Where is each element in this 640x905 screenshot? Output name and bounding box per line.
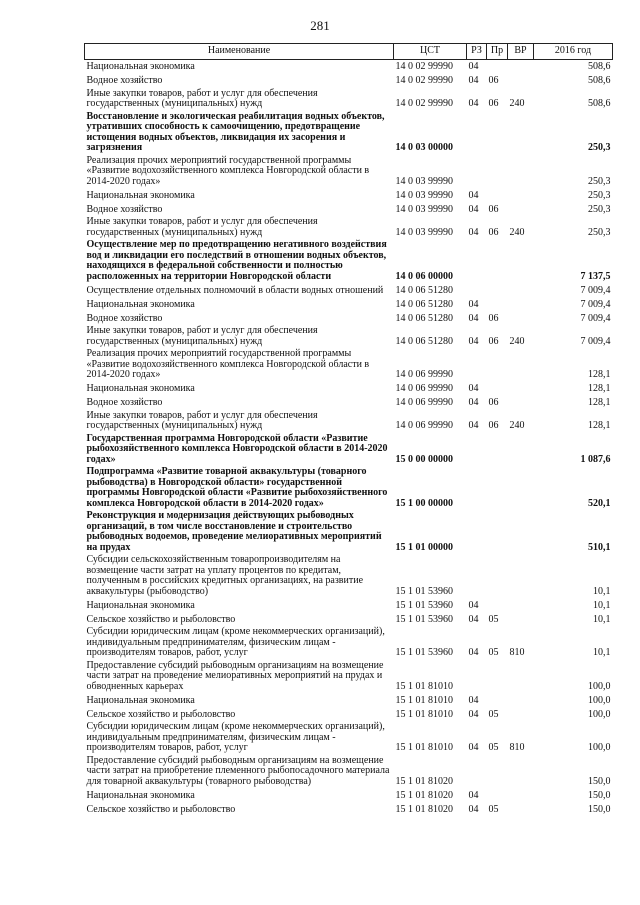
row-vr — [508, 707, 534, 721]
row-value: 128,1 — [588, 397, 611, 408]
row-vr — [508, 111, 534, 155]
row-name: Национальная экономика — [86, 599, 195, 611]
row-name: Сельское хозяйство и рыболовство — [86, 708, 236, 720]
row-rz — [467, 155, 487, 189]
row-pr: 06 — [488, 98, 499, 109]
row-pr — [487, 60, 508, 74]
row-rz — [467, 554, 487, 598]
row-rz: 04 — [468, 789, 479, 801]
row-rz: 04 — [468, 189, 479, 201]
row-pr: 06 — [488, 75, 499, 86]
row-rz: 04 — [468, 647, 479, 658]
row-pr — [487, 510, 508, 554]
row-rz: 04 — [468, 61, 479, 72]
row-cst: 15 1 01 81010 — [395, 680, 453, 692]
row-pr — [487, 554, 508, 598]
row-rz: 04 — [468, 312, 479, 324]
table-row — [85, 612, 613, 626]
row-cst: 14 0 03 00000 — [395, 142, 453, 153]
table-header-row — [85, 44, 613, 60]
row-value: 508,6 — [588, 98, 611, 109]
row-vr: 810 — [509, 647, 525, 658]
row-name: Предоставление субсидий рыбоводным организациям на возмещение части затрат на приобретение племенного рыбопосадочного материала для товарной аквакультуры (товарного рыбоводства) — [86, 754, 390, 787]
table-row — [85, 721, 613, 755]
table-row — [85, 348, 613, 382]
row-cst: 15 1 01 00000 — [395, 541, 453, 553]
row-vr — [508, 510, 534, 554]
table-row — [85, 239, 613, 283]
table-row — [85, 802, 613, 816]
row-pr — [487, 348, 508, 382]
row-name: Реализация прочих мероприятий государственной программы «Развитие водохозяйственного комплекса Новгородской области в 2014-2020 годах» — [86, 348, 370, 380]
row-name: Водное хозяйство — [86, 75, 163, 86]
row-vr — [508, 554, 534, 598]
table-row — [85, 311, 613, 325]
row-pr — [487, 188, 508, 202]
table-row — [85, 410, 613, 433]
row-value: 510,1 — [588, 541, 611, 553]
table-row — [85, 188, 613, 202]
row-name: Осуществление мер по предотвращению негативного воздействия вод и ликвидации его последствий в отношении водных объектов, находящихся в федеральной собственности и полностью расположенных на территории Новгородской области — [86, 239, 387, 282]
row-pr: 06 — [488, 203, 499, 215]
row-value: 150,0 — [588, 789, 611, 801]
row-vr: 810 — [509, 742, 525, 753]
row-vr: 240 — [509, 420, 525, 431]
row-vr — [508, 311, 534, 325]
row-pr — [487, 598, 508, 612]
row-cst: 15 1 01 81020 — [395, 803, 453, 815]
row-name: Восстановление и экологическая реабилитация водных объектов, утративших способность к самоочищению, предотвращение истощения водных объектов, ликвидация их засорения и загрязнения — [86, 110, 385, 153]
row-vr — [508, 283, 534, 297]
row-vr — [508, 755, 534, 789]
row-value: 150,0 — [588, 803, 611, 815]
row-cst: 14 0 06 51280 — [395, 298, 453, 310]
row-rz: 04 — [468, 708, 479, 720]
row-value: 10,1 — [593, 585, 611, 597]
table-row — [85, 660, 613, 694]
table-row — [85, 707, 613, 721]
row-cst: 15 1 01 81010 — [395, 694, 453, 706]
row-cst: 14 0 03 99990 — [395, 203, 453, 215]
row-value: 7 009,4 — [580, 284, 611, 296]
row-rz: 04 — [468, 226, 479, 238]
row-value: 10,1 — [593, 647, 611, 658]
row-value: 7 009,4 — [580, 312, 611, 324]
row-value: 7 137,5 — [580, 270, 611, 282]
row-vr: 240 — [509, 98, 525, 109]
row-rz: 04 — [468, 397, 479, 408]
table-row — [85, 382, 613, 396]
row-rz — [467, 239, 487, 283]
row-name: Субсидии юридическим лицам (кроме некоммерческих организаций), индивидуальным предпринимателям, физическим лицам - производителям товаров, работ, услуг — [86, 721, 385, 753]
row-pr: 06 — [488, 335, 499, 347]
row-pr — [487, 788, 508, 802]
row-vr — [508, 466, 534, 510]
row-pr: 05 — [488, 742, 499, 753]
row-pr — [487, 239, 508, 283]
row-value: 100,0 — [588, 694, 611, 706]
table-row — [85, 510, 613, 554]
row-value: 128,1 — [588, 369, 611, 380]
row-rz — [467, 510, 487, 554]
row-cst: 14 0 06 51280 — [395, 335, 453, 347]
table-row — [85, 74, 613, 88]
row-rz: 04 — [468, 298, 479, 310]
row-name: Водное хозяйство — [86, 397, 163, 408]
row-pr — [487, 297, 508, 311]
header-cst: ЦСТ — [394, 44, 467, 60]
row-value: 508,6 — [588, 75, 611, 86]
row-name: Реконструкция и модернизация действующих рыбоводных организаций, в том числе восстановление и строительство рыбоводных водоемов, проведение мелиоративных мероприятий на прудах — [86, 510, 382, 553]
row-cst: 14 0 06 99990 — [395, 420, 453, 431]
row-name: Государственная программа Новгородской области «Развитие рыбохозяйственного комплекса Новгородской области в 2014-2020 годах» — [86, 432, 388, 465]
row-name: Иные закупки товаров, работ и услуг для обеспечения государственных (муниципальных) нужд — [86, 409, 318, 431]
row-name: Водное хозяйство — [86, 203, 163, 215]
row-cst: 14 0 02 99990 — [395, 61, 453, 72]
row-name: Национальная экономика — [86, 298, 195, 310]
row-cst: 15 1 00 00000 — [395, 497, 453, 509]
row-rz — [467, 111, 487, 155]
table-row — [85, 554, 613, 598]
row-rz — [467, 283, 487, 297]
row-pr — [487, 111, 508, 155]
row-value: 250,3 — [588, 226, 611, 238]
row-value: 250,3 — [588, 175, 611, 187]
header-rz: РЗ — [467, 44, 487, 60]
budget-table — [84, 43, 613, 816]
row-rz — [467, 755, 487, 789]
row-cst: 14 0 06 00000 — [395, 270, 453, 282]
table-row — [85, 111, 613, 155]
row-pr — [487, 755, 508, 789]
row-rz — [467, 466, 487, 510]
row-rz: 04 — [468, 599, 479, 611]
table-row — [85, 283, 613, 297]
row-cst: 14 0 03 99990 — [395, 226, 453, 238]
table-row — [85, 60, 613, 74]
row-pr: 05 — [488, 647, 499, 658]
row-vr — [508, 598, 534, 612]
row-vr — [508, 188, 534, 202]
row-pr: 05 — [488, 708, 499, 720]
row-name: Субсидии сельскохозяйственным товаропроизводителям на возмещение части затрат на уплату процентов по кредитам, полученным в российских кредитных организациях, на развитие аквакультуры (рыбоводство) — [86, 554, 364, 597]
row-name: Национальная экономика — [86, 789, 195, 801]
row-rz — [467, 348, 487, 382]
row-name: Субсидии юридическим лицам (кроме некоммерческих организаций), индивидуальным предпринимателям, физическим лицам - производителям товаров, работ, услуг — [86, 626, 385, 658]
header-year: 2016 год — [534, 44, 613, 60]
row-cst: 15 1 01 53960 — [395, 585, 453, 597]
header-vr: ВР — [508, 44, 534, 60]
row-value: 128,1 — [588, 420, 611, 431]
row-value: 100,0 — [588, 708, 611, 720]
row-vr — [508, 60, 534, 74]
row-cst: 14 0 03 99990 — [395, 189, 453, 201]
row-cst: 15 1 01 81020 — [395, 775, 453, 787]
row-vr — [508, 382, 534, 396]
row-vr — [508, 297, 534, 311]
row-pr — [487, 283, 508, 297]
row-cst: 15 1 01 81010 — [395, 742, 453, 753]
row-rz: 04 — [468, 203, 479, 215]
row-value: 250,3 — [588, 142, 611, 153]
row-value: 7 009,4 — [580, 335, 611, 347]
row-rz: 04 — [468, 613, 479, 625]
row-value: 10,1 — [593, 599, 611, 611]
row-pr — [487, 466, 508, 510]
table-row — [85, 433, 613, 467]
row-pr: 05 — [488, 803, 499, 815]
row-rz: 04 — [468, 383, 479, 394]
row-pr: 06 — [488, 420, 499, 431]
row-pr — [487, 660, 508, 694]
row-pr — [487, 693, 508, 707]
table-row — [85, 88, 613, 111]
row-cst: 15 1 01 53960 — [395, 599, 453, 611]
row-rz: 04 — [468, 335, 479, 347]
row-pr: 06 — [488, 397, 499, 408]
table-row — [85, 598, 613, 612]
row-vr — [508, 74, 534, 88]
row-name: Сельское хозяйство и рыболовство — [86, 613, 236, 625]
row-name: Предоставление субсидий рыбоводным организациям на возмещение части затрат на проведение мелиоративных мероприятий на прудах и обводненных карьерах — [86, 659, 384, 692]
row-value: 100,0 — [588, 742, 611, 753]
row-vr: 240 — [509, 226, 525, 238]
table-row — [85, 626, 613, 660]
row-rz: 04 — [468, 75, 479, 86]
row-vr — [508, 693, 534, 707]
row-pr — [487, 382, 508, 396]
row-cst: 14 0 03 99990 — [395, 175, 453, 187]
row-value: 1 087,6 — [580, 453, 611, 465]
row-cst: 15 1 01 81010 — [395, 708, 453, 720]
row-rz — [467, 660, 487, 694]
table-row — [85, 396, 613, 410]
row-name: Национальная экономика — [86, 61, 195, 72]
page-number: 281 — [310, 18, 330, 33]
row-rz: 04 — [468, 98, 479, 109]
row-rz: 04 — [468, 742, 479, 753]
row-rz: 04 — [468, 803, 479, 815]
row-rz: 04 — [468, 694, 479, 706]
row-name: Иные закупки товаров, работ и услуг для обеспечения государственных (муниципальных) нужд — [86, 87, 318, 109]
row-vr — [508, 612, 534, 626]
row-pr — [487, 155, 508, 189]
row-cst: 14 0 06 99990 — [395, 397, 453, 408]
row-rz — [467, 433, 487, 467]
row-value: 250,3 — [588, 189, 611, 201]
row-name: Иные закупки товаров, работ и услуг для обеспечения государственных (муниципальных) нужд — [86, 325, 318, 347]
row-name: Осуществление отдельных полномочий в области водных отношений — [86, 284, 384, 296]
row-name: Водное хозяйство — [86, 312, 163, 324]
row-vr — [508, 788, 534, 802]
table-row — [85, 297, 613, 311]
row-cst: 14 0 02 99990 — [395, 98, 453, 109]
row-cst: 15 1 01 53960 — [395, 647, 453, 658]
row-name: Национальная экономика — [86, 694, 195, 706]
row-value: 10,1 — [593, 613, 611, 625]
header-pr: Пр — [487, 44, 508, 60]
row-pr: 06 — [488, 226, 499, 238]
row-rz: 04 — [468, 420, 479, 431]
row-value: 100,0 — [588, 680, 611, 692]
row-pr: 05 — [488, 613, 499, 625]
table-row — [85, 693, 613, 707]
row-cst: 14 0 06 99990 — [395, 383, 453, 394]
row-vr: 240 — [509, 335, 525, 347]
row-cst: 15 1 01 53960 — [395, 613, 453, 625]
row-vr — [508, 155, 534, 189]
row-cst: 15 1 01 81020 — [395, 789, 453, 801]
row-pr: 06 — [488, 312, 499, 324]
table-row — [85, 788, 613, 802]
row-value: 150,0 — [588, 775, 611, 787]
row-cst: 14 0 06 51280 — [395, 312, 453, 324]
row-vr — [508, 433, 534, 467]
table-row — [85, 202, 613, 216]
row-vr — [508, 660, 534, 694]
row-name: Иные закупки товаров, работ и услуг для обеспечения государственных (муниципальных) нужд — [86, 216, 318, 238]
row-cst: 14 0 06 51280 — [395, 284, 453, 296]
table-row — [85, 755, 613, 789]
row-value: 508,6 — [588, 61, 611, 72]
row-value: 520,1 — [588, 497, 611, 509]
table-row — [85, 216, 613, 239]
row-name: Национальная экономика — [86, 383, 195, 394]
row-value: 128,1 — [588, 383, 611, 394]
header-name: Наименование — [85, 44, 394, 60]
row-name: Национальная экономика — [86, 189, 195, 201]
row-cst: 14 0 06 99990 — [395, 369, 453, 380]
table-row — [85, 155, 613, 189]
row-pr — [487, 433, 508, 467]
row-vr — [508, 239, 534, 283]
row-name: Подпрограмма «Развитие товарной аквакультуры (товарного рыбоводства) в Новгородской области» государственной программы Новгородской области «Развитие рыбохозяйственного комплекса Новгородской области в 2014-2020 годах» — [86, 466, 388, 509]
table-row — [85, 325, 613, 348]
row-vr — [508, 396, 534, 410]
row-value: 7 009,4 — [580, 298, 611, 310]
row-name: Сельское хозяйство и рыболовство — [86, 803, 236, 815]
table-body — [85, 60, 613, 817]
row-vr — [508, 802, 534, 816]
table-row — [85, 466, 613, 510]
row-cst: 15 0 00 00000 — [395, 453, 453, 465]
row-name: Реализация прочих мероприятий государственной программы «Развитие водохозяйственного комплекса Новгородской области в 2014-2020 годах» — [86, 154, 370, 187]
row-value: 250,3 — [588, 203, 611, 215]
row-cst: 14 0 02 99990 — [395, 75, 453, 86]
row-vr — [508, 348, 534, 382]
row-vr — [508, 202, 534, 216]
